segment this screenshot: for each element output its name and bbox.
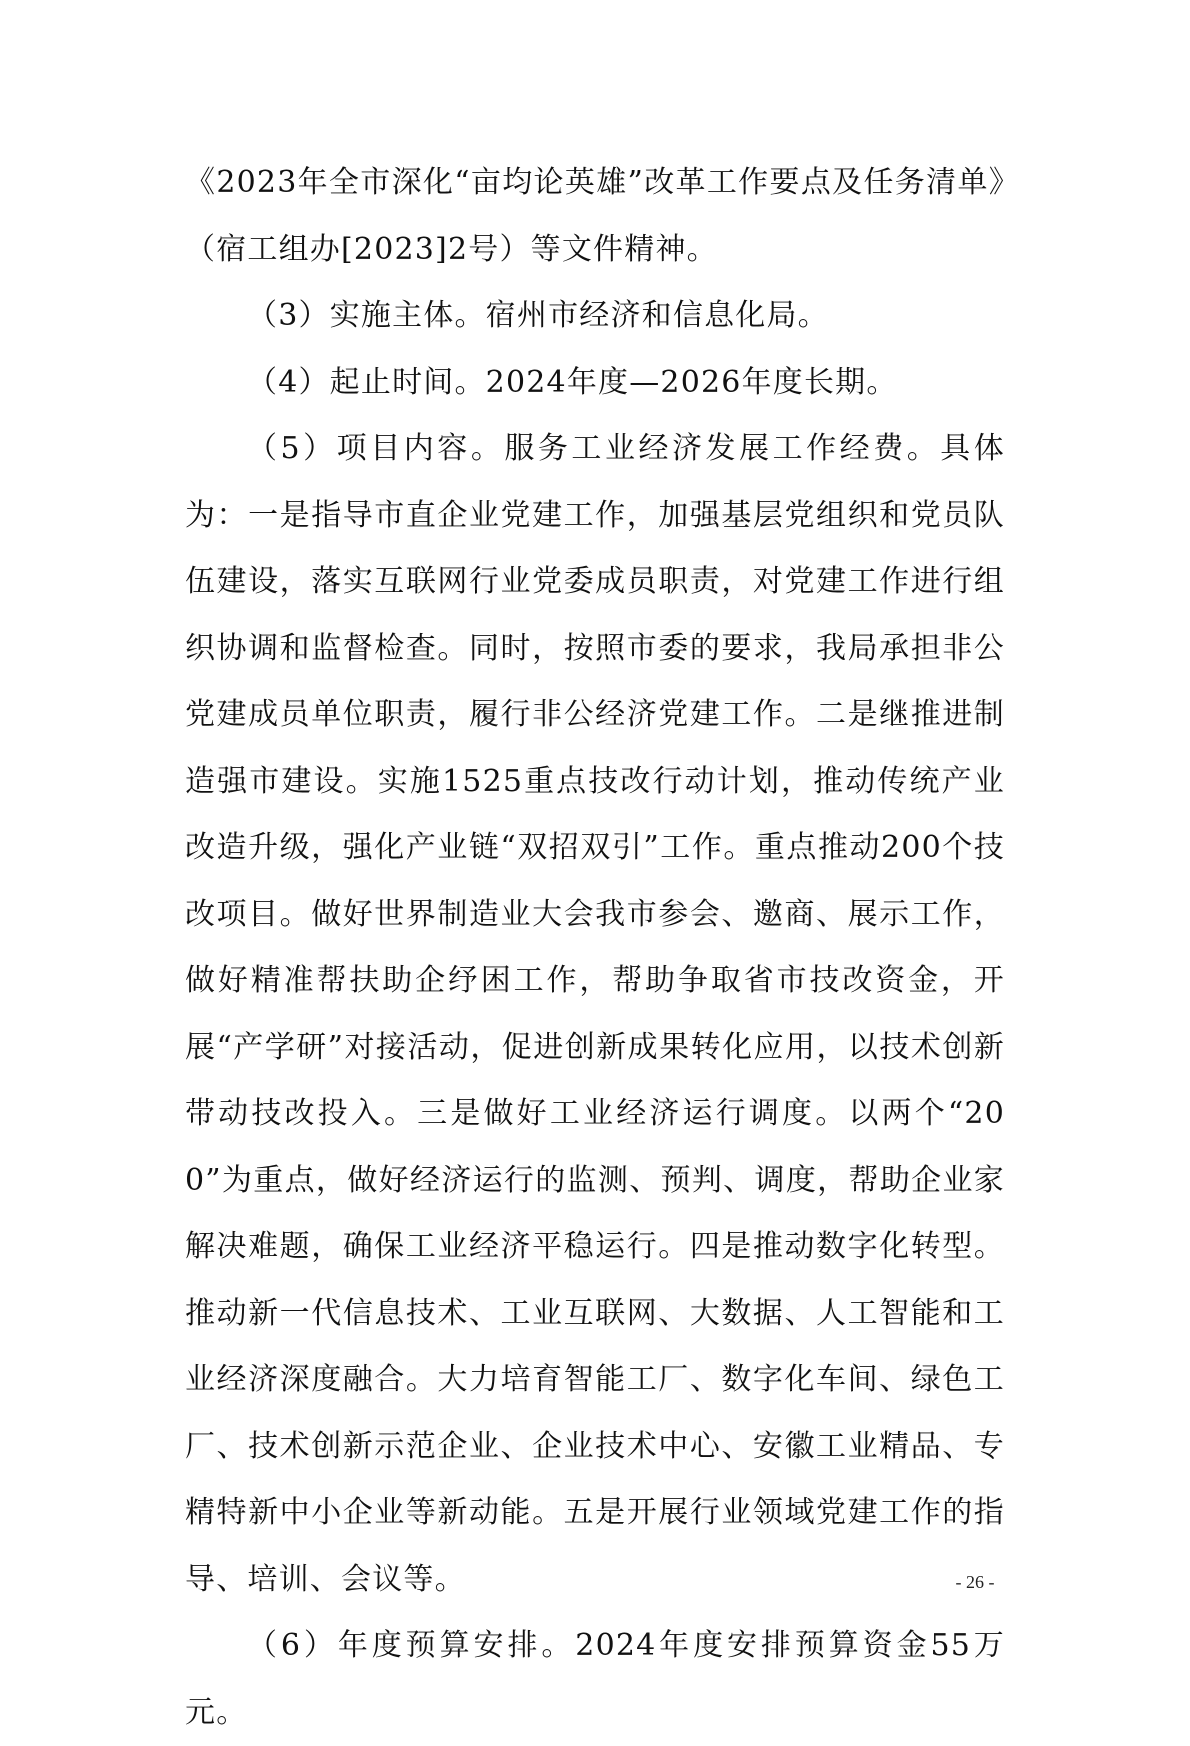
paragraph-duration: （4）起止时间。2024年度—2026年度长期。 xyxy=(247,364,898,400)
paragraph-document-basis: 《2023年全市深化“亩均论英雄”改革工作要点及任务清单》（宿工组办[2023]2号）等文件精神。 xyxy=(185,165,1005,267)
paragraph-implementing-body: （3）实施主体。宿州市经济和信息化局。 xyxy=(247,298,829,333)
page-number: - 26 - xyxy=(955,1572,995,1592)
document-body xyxy=(185,150,1005,1746)
paragraph-annual-budget: （6）年度预算安排。2024年度安排预算资金55万元。 xyxy=(185,1628,1005,1730)
paragraph-project-content: （5）项目内容。服务工业经济发展工作经费。具体为：一是指导市直企业党建工作，加强基层党组织和党员队伍建设，落实互联网行业党委成员职责，对党建工作进行组织协调和监督检查。同时，按照市委的要求，我局承担非公党建成员单位职责，履行非公经济党建工作。二是继推进制造强市建设。实施1525重点技改行动计划，推动传统产业改造升级，强化产业链“双招双引”工作。重点推动200个技改项目。做好世界制造业大会我市参会、邀商、展示工作，做好精准帮扶助企纾困工作，帮助争取省市技改资金，开展“产学研”对接活动，促进创新成果转化应用，以技术创新带动技改投入。三是做好工业经济运行调度。以两个“200”为重点，做好经济运行的监测、预判、调度，帮助企业家解决难题，确保工业经济平稳运行。四是推动数字化转型。推动新一代信息技术、工业互联网、大数据、人工智能和工业经济深度融合。大力培育智能工厂、数字化车间、绿色工厂、技术创新示范企业、企业技术中心、安徽工业精品、专精特新中小企业等新动能。五是开展行业领域党建工作的指导、培训、会议等。 xyxy=(185,431,1005,1597)
